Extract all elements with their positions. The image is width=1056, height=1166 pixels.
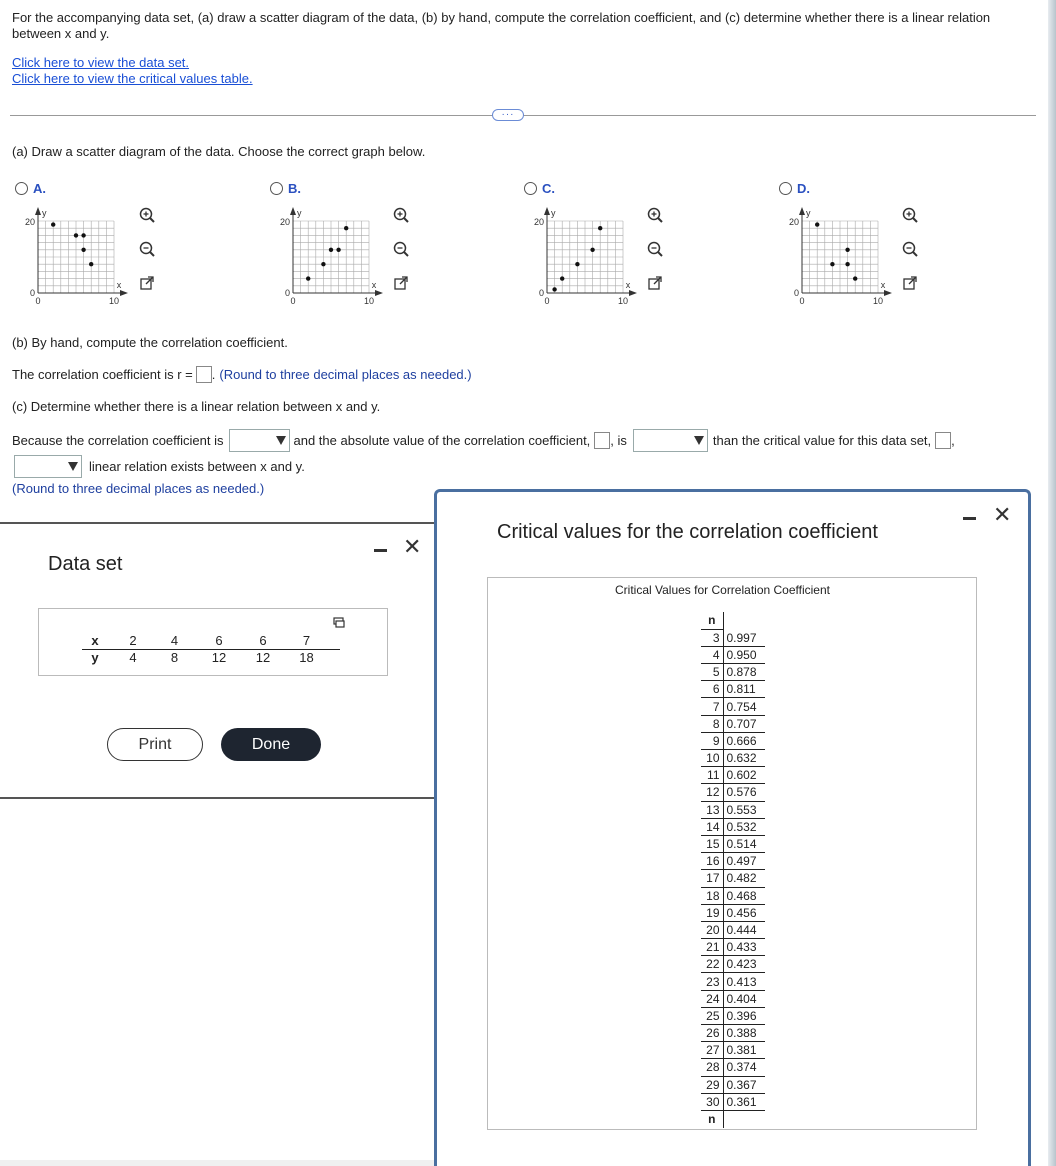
critical-n: 12 (701, 784, 723, 801)
scatter-point (89, 262, 93, 266)
critical-n: 19 (701, 904, 723, 921)
y-tick-label: 20 (788, 217, 799, 227)
critical-table-row (701, 784, 765, 801)
critical-value: 0.444 (723, 921, 765, 938)
chevron-down-icon (694, 436, 704, 445)
dataset-y-value: 18 (299, 650, 314, 666)
critical-value: 0.666 (723, 732, 765, 749)
critical-value-input[interactable] (935, 432, 951, 449)
part-c-label: (c) Determine whether there is a linear relation between x and y. (12, 399, 381, 414)
critical-table-row (701, 1059, 765, 1076)
scatter-point (321, 262, 325, 266)
critical-value: 0.707 (723, 715, 765, 732)
x-tick-label: 0 (35, 296, 41, 306)
option-d-radio[interactable] (779, 182, 792, 195)
option-a[interactable] (15, 181, 46, 196)
critical-value: 0.754 (723, 698, 765, 715)
y-axis-arrow-icon (799, 207, 805, 215)
critical-value: 0.423 (723, 956, 765, 973)
scatter-point (336, 248, 340, 252)
dataset-y-value: 12 (211, 650, 227, 666)
critical-n: 8 (701, 715, 723, 732)
critical-value: 0.878 (723, 664, 765, 681)
dataset-x-label: x (91, 632, 99, 648)
dataset-x-value: 6 (215, 632, 223, 648)
dataset-table (82, 632, 340, 666)
zoom-in-icon[interactable] (138, 206, 156, 224)
c-text-3: , is (610, 433, 627, 448)
critical-n: 13 (701, 801, 723, 818)
copy-icon[interactable] (333, 617, 345, 628)
dataset-y-label: y (91, 650, 99, 666)
critical-table-footer (701, 1110, 765, 1127)
y-tick-label: 0 (793, 288, 799, 298)
chevron-down-icon (68, 462, 78, 471)
done-button[interactable]: Done (221, 728, 321, 761)
option-a-letter: A. (33, 181, 46, 196)
y-tick-label: 20 (533, 217, 544, 227)
critical-n: 24 (701, 990, 723, 1007)
option-a-radio[interactable] (15, 182, 28, 195)
x-tick-label: 0 (799, 296, 805, 306)
dataset-window-title: Data set (48, 553, 123, 575)
c-hint: (Round to three decimal places as needed.) (12, 481, 265, 496)
scatter-point (598, 226, 602, 230)
scatter-point (853, 276, 857, 280)
r-answer-input[interactable] (196, 366, 212, 383)
critical-footer-n: n (701, 1110, 723, 1127)
x-axis-label: x (371, 280, 377, 290)
critical-n: 16 (701, 853, 723, 870)
critical-n: 7 (701, 698, 723, 715)
critical-n: 20 (701, 921, 723, 938)
dataset-close-icon[interactable]: ✕ (403, 535, 422, 560)
option-d[interactable] (779, 181, 810, 196)
view-data-set-link[interactable]: Click here to view the data set. (12, 55, 190, 70)
dataset-y-value: 12 (255, 650, 271, 666)
critical-value: 0.381 (723, 1042, 765, 1059)
critical-value: 0.413 (723, 973, 765, 990)
critical-close-icon[interactable]: ✕ (993, 503, 1012, 528)
critical-table-row (701, 870, 765, 887)
scatter-graph-c (525, 205, 645, 313)
critical-table-row (701, 818, 765, 835)
dataset-y-value: 8 (170, 650, 179, 666)
critical-value: 0.532 (723, 818, 765, 835)
c-text-2: and the absolute value of the correlation coefficient, (293, 433, 591, 448)
critical-value: 0.367 (723, 1076, 765, 1093)
critical-n: 17 (701, 870, 723, 887)
y-tick-label: 0 (284, 288, 290, 298)
critical-table-row (701, 956, 765, 973)
critical-values-subtitle: Critical Values for Correlation Coefficient (615, 583, 830, 597)
expand-icon[interactable] (392, 274, 410, 292)
critical-table-row (701, 664, 765, 681)
critical-n: 11 (701, 767, 723, 784)
critical-n: 3 (701, 629, 723, 646)
x-axis-label: x (625, 280, 631, 290)
critical-n: 18 (701, 887, 723, 904)
zoom-out-icon[interactable] (138, 240, 156, 258)
critical-n: 29 (701, 1076, 723, 1093)
critical-n: 6 (701, 681, 723, 698)
c-text-6: linear relation exists between x and y. (89, 459, 305, 474)
critical-table-row (701, 990, 765, 1007)
x-tick-label: 10 (108, 296, 120, 306)
abs-r-input[interactable] (594, 432, 610, 449)
scatter-point (329, 248, 333, 252)
critical-table-row (701, 629, 765, 646)
critical-value: 0.497 (723, 853, 765, 870)
critical-value: 0.468 (723, 887, 765, 904)
scatter-point (815, 222, 819, 226)
question-prompt: For the accompanying data set, (a) draw a scatter diagram of the data, (b) by hand, compute the correlation coefficient, and (c) determine whether there is a linear relation between x and y. (12, 10, 991, 41)
critical-table-row (701, 1025, 765, 1042)
scatter-point (344, 226, 348, 230)
r-text: The correlation coefficient is r = (12, 367, 193, 382)
critical-n: 10 (701, 750, 723, 767)
critical-table-header (701, 612, 765, 629)
x-axis-label: x (880, 280, 886, 290)
dataset-row-y (82, 649, 340, 666)
background-edge (1048, 0, 1056, 1166)
critical-value: 0.361 (723, 1093, 765, 1110)
critical-table-row (701, 939, 765, 956)
scatter-graph-b (271, 205, 391, 313)
critical-value: 0.396 (723, 1007, 765, 1024)
zoom-out-icon[interactable] (646, 240, 664, 258)
scatter-point (552, 287, 556, 291)
critical-table-row (701, 887, 765, 904)
zoom-in-icon[interactable] (392, 206, 410, 224)
critical-value: 0.576 (723, 784, 765, 801)
scatter-point (81, 233, 85, 237)
critical-value: 0.433 (723, 939, 765, 956)
critical-table-row (701, 732, 765, 749)
critical-header-n: n (701, 612, 723, 629)
y-axis-arrow-icon (290, 207, 296, 215)
critical-n: 15 (701, 835, 723, 852)
critical-value: 0.404 (723, 990, 765, 1007)
scatter-point (560, 276, 564, 280)
x-tick-label: 10 (617, 296, 629, 306)
dataset-x-value: 4 (170, 632, 179, 648)
view-critical-values-link[interactable]: Click here to view the critical values table. (12, 71, 253, 86)
y-tick-label: 20 (24, 217, 35, 227)
dataset-y-value: 4 (129, 650, 137, 666)
critical-value: 0.482 (723, 870, 765, 887)
scatter-point (590, 248, 594, 252)
y-axis-arrow-icon (35, 207, 41, 215)
critical-table-row (701, 750, 765, 767)
critical-table-row (701, 715, 765, 732)
scatter-point (74, 233, 78, 237)
critical-value: 0.602 (723, 767, 765, 784)
critical-n: 25 (701, 1007, 723, 1024)
critical-values-title: Critical values for the correlation coefficient (497, 521, 878, 543)
bottom-bar (0, 1160, 434, 1166)
critical-table-row (701, 1042, 765, 1059)
y-tick-label: 0 (29, 288, 35, 298)
zoom-in-icon[interactable] (901, 206, 919, 224)
critical-values-table (701, 612, 765, 1128)
option-b-letter: B. (288, 181, 301, 196)
y-axis-label: y (806, 208, 811, 218)
critical-table-row (701, 767, 765, 784)
x-tick-label: 10 (872, 296, 884, 306)
critical-value: 0.553 (723, 801, 765, 818)
y-axis-label: y (42, 208, 47, 218)
critical-n: 9 (701, 732, 723, 749)
critical-value: 0.388 (723, 1025, 765, 1042)
expand-icon[interactable] (138, 274, 156, 292)
critical-table-row (701, 681, 765, 698)
critical-table-row (701, 904, 765, 921)
option-d-letter: D. (797, 181, 810, 196)
critical-minimize-icon[interactable] (963, 517, 976, 520)
x-axis-arrow-icon (375, 290, 383, 296)
critical-value: 0.514 (723, 835, 765, 852)
critical-value: 0.997 (723, 629, 765, 646)
critical-table-row (701, 646, 765, 663)
scatter-point (575, 262, 579, 266)
x-axis-arrow-icon (120, 290, 128, 296)
c-text-4: than the critical value for this data set, (712, 433, 932, 448)
part-b-label: (b) By hand, compute the correlation coefficient. (12, 335, 288, 350)
critical-value: 0.811 (723, 681, 765, 698)
y-tick-label: 20 (279, 217, 290, 227)
scatter-point (306, 276, 310, 280)
x-tick-label: 0 (544, 296, 550, 306)
zoom-out-icon[interactable] (901, 240, 919, 258)
c-text-1: Because the correlation coefficient is (12, 433, 224, 448)
scatter-graph-a (16, 205, 136, 313)
c-text-5: , (951, 433, 955, 448)
option-c-radio[interactable] (524, 182, 537, 195)
chevron-down-icon (276, 436, 286, 445)
critical-n: 28 (701, 1059, 723, 1076)
r-hint: (Round to three decimal places as needed.) (219, 367, 472, 382)
dataset-x-value: 2 (129, 632, 137, 648)
critical-table-row (701, 853, 765, 870)
option-b-radio[interactable] (270, 182, 283, 195)
x-tick-label: 0 (290, 296, 296, 306)
critical-table-row (701, 698, 765, 715)
critical-table-row (701, 801, 765, 818)
y-axis-label: y (297, 208, 302, 218)
critical-value: 0.632 (723, 750, 765, 767)
critical-table-row (701, 1076, 765, 1093)
critical-n: 5 (701, 664, 723, 681)
critical-table-row (701, 1093, 765, 1110)
critical-value: 0.950 (723, 646, 765, 663)
r-period: . (211, 367, 216, 382)
option-b[interactable] (270, 181, 301, 196)
option-c[interactable] (524, 181, 555, 196)
expand-icon[interactable] (646, 274, 664, 292)
critical-n: 14 (701, 818, 723, 835)
critical-table-row (701, 1007, 765, 1024)
y-axis-label: y (551, 208, 556, 218)
y-tick-label: 0 (538, 288, 544, 298)
critical-n: 27 (701, 1042, 723, 1059)
dataset-row-x (82, 632, 340, 649)
scatter-point (830, 262, 834, 266)
x-axis-arrow-icon (884, 290, 892, 296)
critical-n: 26 (701, 1025, 723, 1042)
zoom-out-icon[interactable] (392, 240, 410, 258)
critical-n: 30 (701, 1093, 723, 1110)
dataset-minimize-icon[interactable] (374, 549, 387, 552)
dataset-x-value: 7 (302, 632, 311, 648)
critical-n: 21 (701, 939, 723, 956)
critical-table-row (701, 835, 765, 852)
dataset-x-value: 6 (259, 632, 267, 648)
comparison-dropdown[interactable] (633, 429, 708, 452)
critical-value: 0.374 (723, 1059, 765, 1076)
scatter-point (845, 262, 849, 266)
critical-table-row (701, 973, 765, 990)
scatter-point (51, 222, 55, 226)
x-tick-label: 10 (363, 296, 375, 306)
y-axis-arrow-icon (544, 207, 550, 215)
print-button[interactable]: Print (107, 728, 203, 761)
critical-table-row (701, 921, 765, 938)
critical-n: 4 (701, 646, 723, 663)
more-options-button[interactable]: ··· (492, 109, 524, 121)
dataset-window-top-border (0, 522, 434, 524)
x-axis-arrow-icon (629, 290, 637, 296)
relation-dropdown[interactable] (14, 455, 82, 478)
sign-dropdown[interactable] (229, 429, 290, 452)
critical-n: 23 (701, 973, 723, 990)
zoom-in-icon[interactable] (646, 206, 664, 224)
part-a-label: (a) Draw a scatter diagram of the data. Choose the correct graph below. (12, 144, 426, 159)
critical-value: 0.456 (723, 904, 765, 921)
scatter-point (845, 248, 849, 252)
expand-icon[interactable] (901, 274, 919, 292)
dataset-window-bottom-border (0, 797, 434, 799)
x-axis-label: x (116, 280, 122, 290)
scatter-point (81, 248, 85, 252)
scatter-graph-d (780, 205, 900, 313)
critical-n: 22 (701, 956, 723, 973)
option-c-letter: C. (542, 181, 555, 196)
